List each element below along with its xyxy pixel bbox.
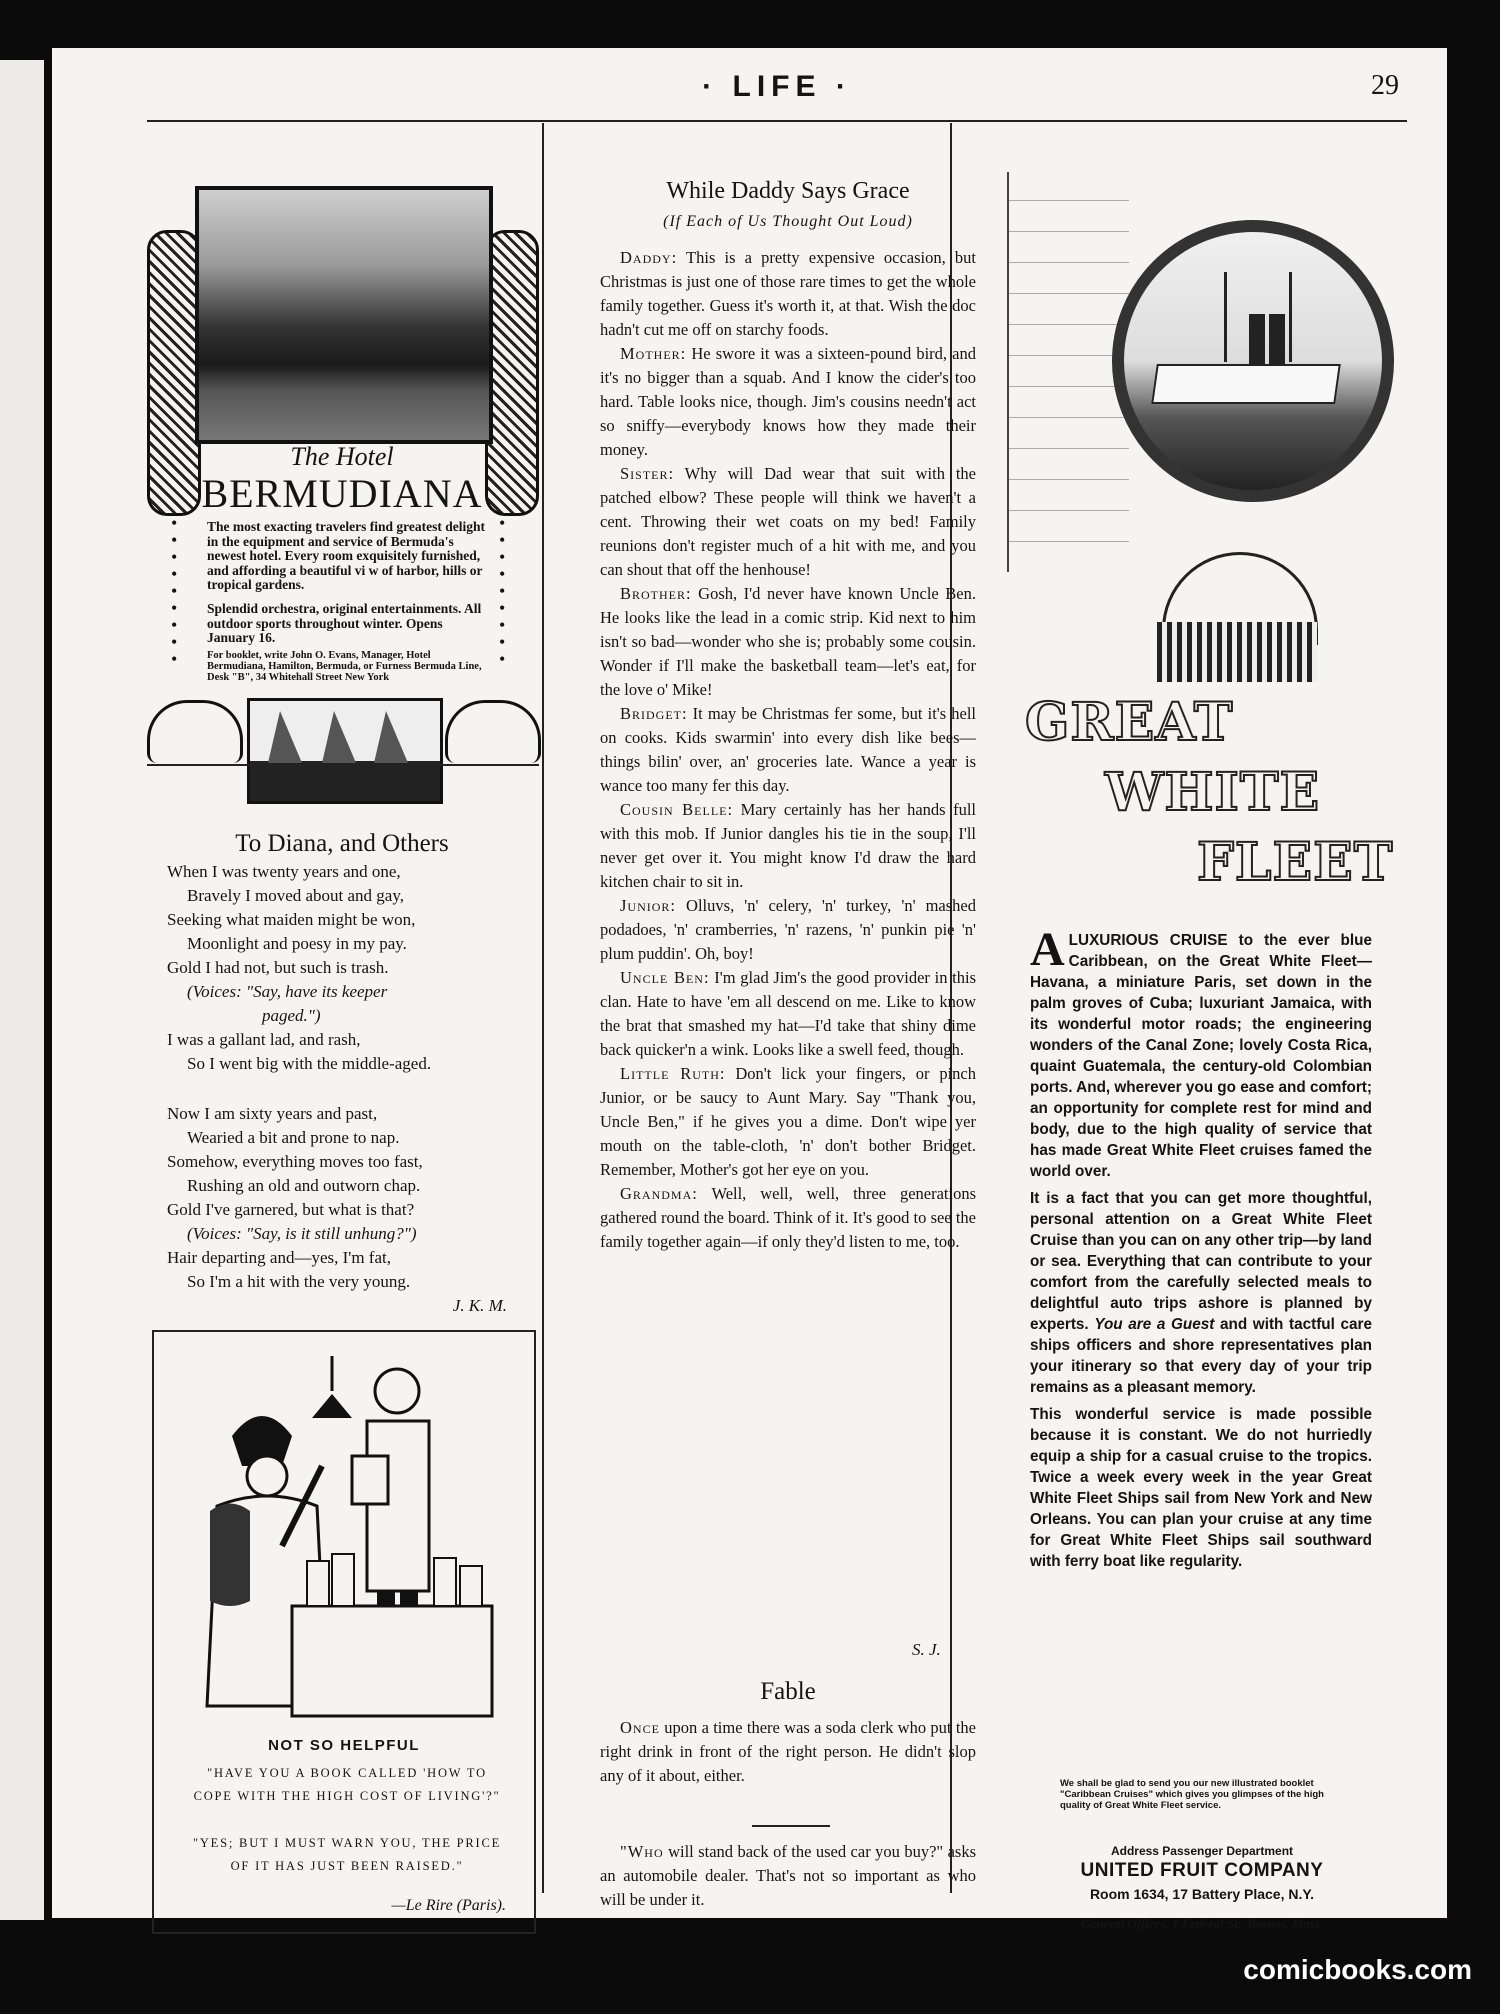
column1-divider-1 <box>147 764 539 766</box>
story-paragraph <box>600 798 976 894</box>
speech: Well, well, well, three generations gathered round the board. Think of it. It's good to see the family together again—if only they'd listen to me, too. <box>600 1184 976 1251</box>
scroll-ornament-left <box>147 700 243 763</box>
fleet-paragraph-1: A LUXURIOUS CRUISE to the ever blue Caribbean, on the Great White Fleet—Havana, a miniature Paris, set down in the palm groves of Cuba; luxuriant Jamaica, with its wonderful motor roads; the engineering wonders of the Canal Zone; lovely Costa Rica, quaint Guatemala, the century-old Colombian ports. And, wherever you go ease and comfort; an opportunity for complete rest for mind and body, due to the high quality of service that has made Great White Fleet cruises famed the world over. <box>1030 923 1372 1180</box>
story-paragraph <box>600 966 976 1062</box>
hotel-name: BERMUDIANA <box>201 471 483 516</box>
poem-line: So I went big with the middle-aged. <box>187 1054 432 1073</box>
speech: Mary certainly has her hands full with this mob. If Junior dangles his tie in the soup, I'll never get over it. You might know I'd draw the hard kitchen chair to sit in. <box>600 800 976 891</box>
speaker: Junior: <box>620 896 677 915</box>
dot-border-left: • • • • • • • • • <box>171 513 178 669</box>
poem-line: paged.") <box>262 1006 321 1025</box>
fable-text: upon a time there was a soda clerk who put the right drink in front of the right person. He didn't slop any of it about, either. <box>600 1718 976 1785</box>
poem-line: (Voices: "Say, have its keeper <box>187 982 388 1001</box>
fable-separator <box>752 1825 830 1827</box>
great-white-fleet-illustration <box>1007 172 1394 922</box>
poem-line: I was a gallant lad, and rash, <box>167 1030 361 1049</box>
speaker: Little Ruth: <box>620 1064 726 1083</box>
fleet-paragraph-3: This wonderful service is made possible because it is constant. We do not hurriedly equip a ship for a casual cruise to the tropics. Twice a week every week in the year Great White Fleet Ships sail from New York and New Orleans. You can plan your cruise at any time for Great White Fleet Ships sail southward with ferry boat like regularity. <box>1030 1406 1372 1570</box>
poem-line: Gold I've garnered, but what is that? <box>167 1200 415 1219</box>
scroll-ornament-right <box>445 700 541 763</box>
fable-lead: Once <box>620 1718 660 1737</box>
sailboats-illustration <box>247 698 443 804</box>
story-paragraph <box>600 462 976 582</box>
poem-line: Moonlight and poesy in my pay. <box>187 934 407 953</box>
speaker: Uncle Ben: <box>620 968 710 987</box>
speaker: Grandma: <box>620 1184 698 1203</box>
general-offices: General Offices, 1 Federal St., Boston, Mass. <box>1080 1916 1324 1931</box>
story-paragraph <box>600 342 976 462</box>
company-room: Room 1634, 17 Battery Place, N.Y. <box>1089 1886 1315 1902</box>
booklet-note: We shall be glad to send you our new illustrated booklet "Caribbean Cruises" which gives you glimpses of the high quality of Great White Fleet service. <box>1060 1778 1324 1811</box>
story-paragraph <box>600 582 976 702</box>
dot-border-right: • • • • • • • • • <box>499 513 506 669</box>
company-name: UNITED FRUIT COMPANY <box>1080 1860 1324 1881</box>
speech: Don't lick your fingers, or pinch Junior, or be saucy to Aunt Mary. Say "Thank you, Uncle Ben," if he gives you a dime. Don't wipe yer mouth on the table-cloth, 'n' don't bother Bridget. Remember, Mother's got her eye on you. <box>600 1064 976 1179</box>
porthole-ship-vignette <box>1112 220 1394 502</box>
speaker: Cousin Belle: <box>620 800 734 819</box>
facing-page-edge <box>0 60 44 1920</box>
quip-lead: "Who <box>620 1842 664 1861</box>
speaker: Sister: <box>620 464 675 483</box>
poem-line: Somehow, everything moves too fast, <box>167 1152 423 1171</box>
poem-line: Rushing an old and outworn chap. <box>187 1176 421 1195</box>
hotel-booklet-info: For booklet, write John O. Evans, Manager, Hotel Bermudiana, Hamilton, Bermuda, or Furness Bermuda Line, Desk "B", 34 Whitehall Street New York <box>207 650 482 683</box>
speaker: Mother: <box>620 344 687 363</box>
fleet-ad-copy <box>1030 923 1372 1572</box>
poem-line: Wearied a bit and prone to nap. <box>187 1128 400 1147</box>
cartoon-illustration <box>172 1346 512 1746</box>
poem-line: Bravely I moved about and gay, <box>187 886 404 905</box>
speech: Olluvs, 'n' celery, 'n' turkey, 'n' mashed podadoes, 'n' cramberries, 'n' razens, 'n' punkin pie 'n' plum puddin'. Oh, boy! <box>600 896 976 963</box>
poem-line: When I was twenty years and one, <box>167 862 401 881</box>
story-paragraph <box>600 702 976 798</box>
hotel-bermudiana-ad <box>147 140 537 760</box>
hotel-entertainment: Splendid orchestra, original entertainments. All outdoor sports throughout winter. Opens January 16. <box>207 601 482 645</box>
quip-paragraph <box>600 1840 976 1912</box>
fable-body <box>600 1716 976 1788</box>
story-title: While Daddy Says Grace <box>666 178 910 204</box>
fleet-wordmark-white: WHITE <box>1105 762 1321 823</box>
speaker: Bridget: <box>620 704 688 723</box>
poem-line: So I'm a hit with the very young. <box>187 1272 411 1291</box>
speech: This is a pretty expensive occasion, but Christmas is just one of those rare times to get the whole family together. Guess it's worth it, at that. Wish the doc hadn't cut me off on starchy foods. <box>600 248 976 339</box>
story-paragraph <box>600 246 976 342</box>
page-header <box>147 70 1407 122</box>
cartoon-credit: —Le Rire (Paris). <box>391 1897 506 1914</box>
story-subtitle: (If Each of Us Thought Out Loud) <box>663 213 913 230</box>
poem-line: Now I am sixty years and past, <box>167 1104 378 1123</box>
fable-paragraph <box>600 1716 976 1788</box>
poem-line: Gold I had not, but such is trash. <box>167 958 389 977</box>
fleet-wordmark-fleet: FLEET <box>1197 832 1394 893</box>
poem-stanza-2 <box>167 1102 527 1318</box>
speech: It may be Christmas fer some, but it's hell on cooks. Kids swarmin' into every dish like bees—things bilin' over, an' groceries late. Wance a year is wance too many fer this day. <box>600 704 976 795</box>
poem-stanza-1 <box>167 860 527 1076</box>
fable-title: Fable <box>760 1678 816 1705</box>
page-number: 29 <box>1371 70 1399 101</box>
speaker: Brother: <box>620 584 692 603</box>
speech: He swore it was a sixteen-pound bird, and it's no bigger than a squab. And I know the cider's too hard. Table looks nice, though. Jim's cousins needn't act so sniffy—everybody knows how they made their money. <box>600 344 976 459</box>
story-paragraph <box>600 894 976 966</box>
fleet-paragraph-2: It is a fact that you can get more thoughtful, personal attention on a Great White Fleet Cruise than you can on any other trip—by land or sea. Everything that can contribute to your comfort from the carefully selected meals to delightful auto trips ashore is planned by experts. You are a Guest and with tactful care ships officers and shore representatives plan your itinerary so that every day of your trip remains as a pleasant memory. <box>1030 1190 1372 1396</box>
pavilion-awning <box>1157 622 1317 682</box>
poem-line: Hair departing and—yes, I'm fat, <box>167 1248 391 1267</box>
poem-signature: J. K. M. <box>452 1296 507 1315</box>
hotel-photo <box>195 186 493 444</box>
quip-body <box>600 1840 976 1912</box>
quip-text: will stand back of the used car you buy?" asks an automobile dealer. That's not so important as who will be under it. <box>600 1842 976 1909</box>
story-signature: S. J. <box>912 1640 941 1659</box>
hotel-script-name: The Hotel <box>290 442 394 471</box>
address-label: Address Passenger Department <box>1110 1844 1294 1858</box>
story-body <box>600 246 976 1254</box>
speaker: Daddy: <box>620 248 678 267</box>
column-divider-left <box>542 123 544 1893</box>
speech: Why will Dad wear that suit with the patched elbow? These people will think we haven't a cent. Throwing their wet coats on my bed! Family reunions don't register much of a hit with me, and you can shout that off the henhouse! <box>600 464 976 579</box>
fleet-wordmark-great: GREAT <box>1025 692 1234 753</box>
magazine-title: · LIFE · <box>702 70 852 103</box>
magazine-page <box>52 48 1447 1931</box>
poem-line: (Voices: "Say, is it still unhung?") <box>187 1224 417 1243</box>
story-paragraph <box>600 1062 976 1182</box>
street-sketch <box>1007 172 1129 572</box>
cartoon-question: "HAVE YOU A BOOK CALLED 'HOW TO COPE WITH THE HIGH COST OF LIVING'?" <box>193 1766 501 1803</box>
poem-line: Seeking what maiden might be won, <box>167 910 416 929</box>
speech: Gosh, I'd never have known Uncle Ben. He looks like the lead in a comic strip. Kid next to him isn't so bad—wonder who she is; probably some cousin. Wonder if I'll make the basketball team—let's eat, for the love o' Mike! <box>600 584 976 699</box>
cartoon-answer: "YES; BUT I MUST WARN YOU, THE PRICE OF IT HAS JUST BEEN RAISED." <box>192 1836 502 1873</box>
hotel-description: The most exacting travelers find greatest delight in the equipment and service of Bermuda's newest hotel. Every room exquisitely furnished, and affording a beautiful vi w of harbor, hills or tropical gardens. <box>207 519 485 592</box>
speech: I'm glad Jim's the good provider in this clan. Hate to have 'em all descend on me. Like to know the brat that smashed my hat—I'd take that shiny dime back quicker'n a wink. Looks like a swell feed, though. <box>600 968 976 1059</box>
drop-cap: A <box>1030 923 1065 976</box>
steamship <box>1151 364 1341 404</box>
cartoon-panel <box>152 1330 536 1934</box>
site-watermark: comicbooks.com <box>1243 1954 1472 1985</box>
story-paragraph <box>600 1182 976 1254</box>
poem-title: To Diana, and Others <box>235 830 449 857</box>
cartoon-title: NOT SO HELPFUL <box>268 1737 420 1754</box>
